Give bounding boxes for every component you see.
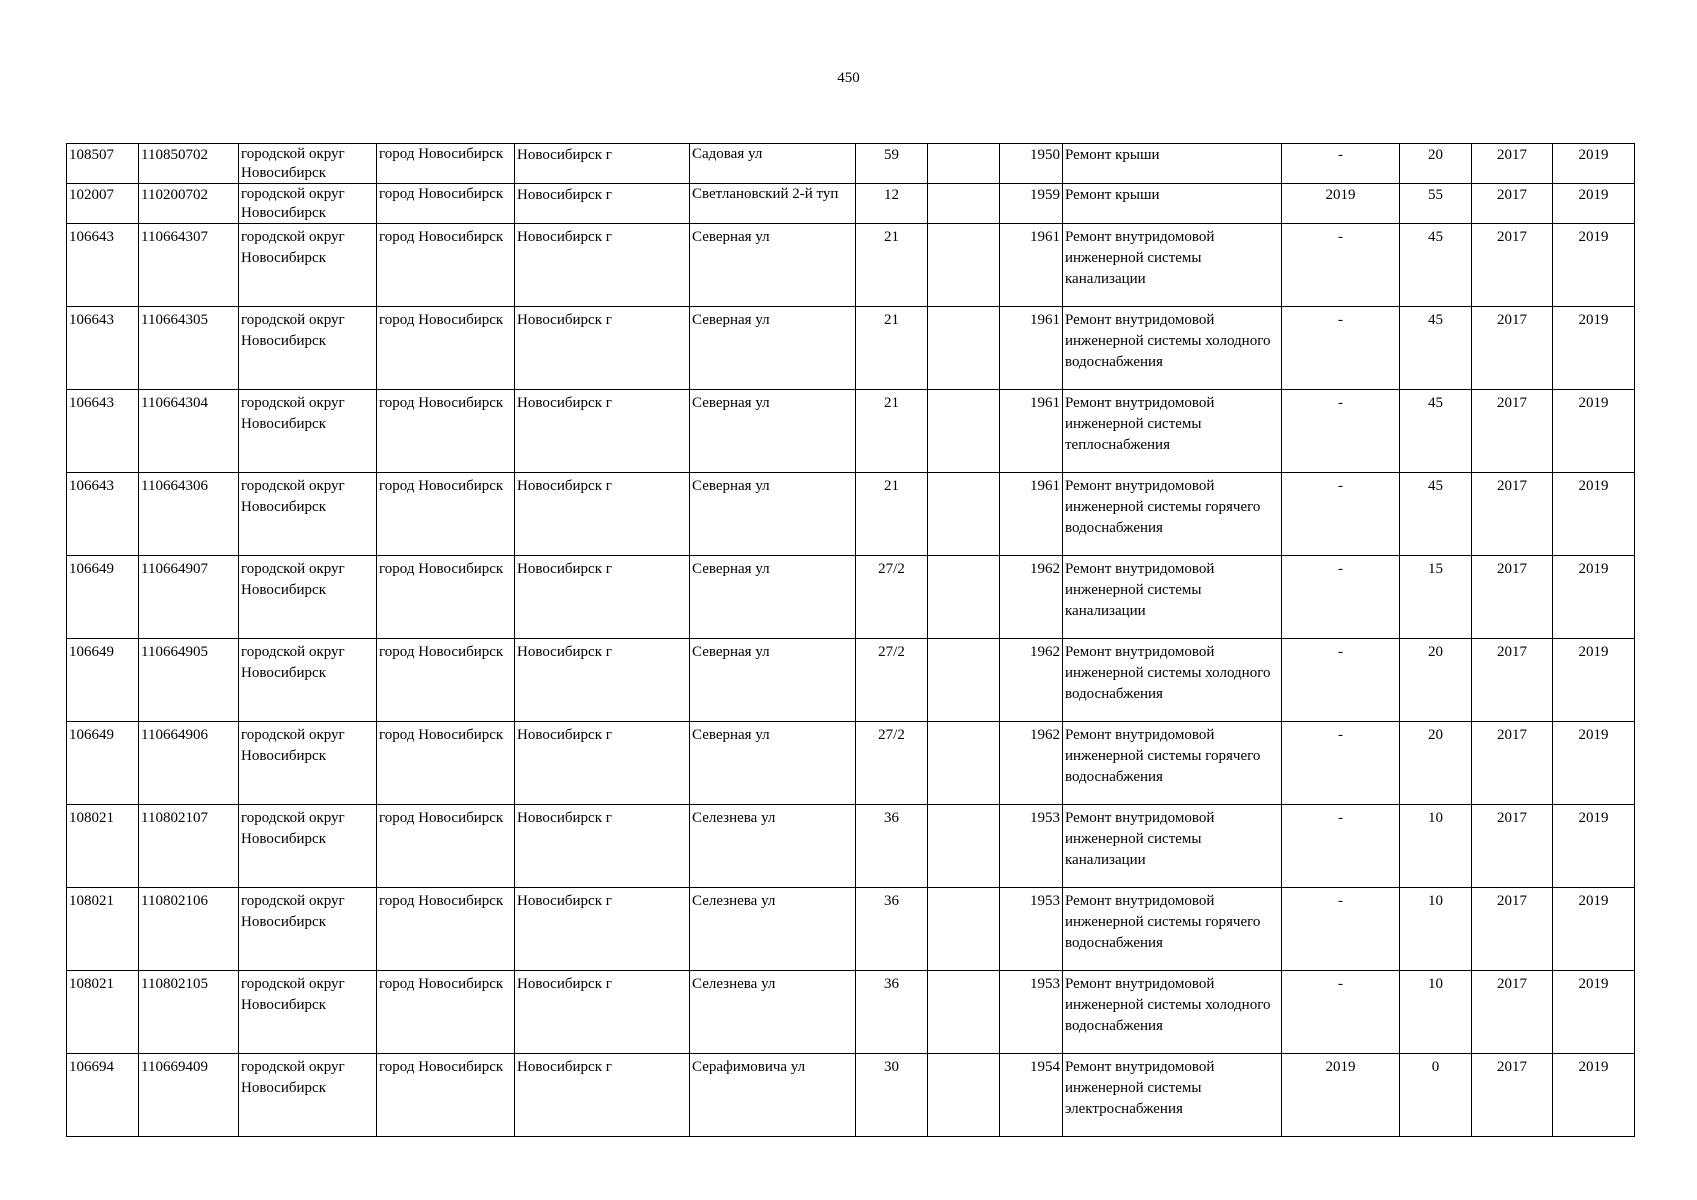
table-row [67,390,1635,473]
cell-wear-percent: 10 [1400,971,1472,1054]
cell-building [928,556,1000,639]
cell-settlement: город Новосибирск [377,556,515,639]
cell-build-year: 1959 [1000,184,1063,224]
cell-period-start: 2017 [1472,224,1553,307]
cell-locality: Новосибирск г [515,722,690,805]
cell-house-number: 36 [856,971,928,1054]
cell-period-end: 2019 [1553,144,1635,184]
cell-work-type: Ремонт внутридомовой инженерной системы холодного водоснабжения [1063,307,1282,390]
cell-municipal-district: городской округ Новосибирск [239,307,377,390]
table-row [67,307,1635,390]
cell-building [928,639,1000,722]
cell-wear-percent: 10 [1400,805,1472,888]
cell-work-code: 110850702 [139,144,239,184]
cell-municipal-district: городской округ Новосибирск [239,971,377,1054]
cell-build-year: 1961 [1000,473,1063,556]
cell-previous-repair-year: 2019 [1282,184,1400,224]
cell-municipal-district: городской округ Новосибирск [239,556,377,639]
cell-previous-repair-year: - [1282,888,1400,971]
cell-house-id: 102007 [67,184,139,224]
cell-house-id: 106643 [67,307,139,390]
table-row [67,224,1635,307]
cell-locality: Новосибирск г [515,971,690,1054]
cell-settlement: город Новосибирск [377,971,515,1054]
cell-build-year: 1962 [1000,639,1063,722]
cell-work-type: Ремонт крыши [1063,144,1282,184]
cell-period-start: 2017 [1472,805,1553,888]
cell-house-id: 106643 [67,390,139,473]
cell-period-start: 2017 [1472,473,1553,556]
cell-work-type: Ремонт крыши [1063,184,1282,224]
cell-wear-percent: 20 [1400,144,1472,184]
cell-street: Северная ул [690,639,856,722]
cell-settlement: город Новосибирск [377,307,515,390]
cell-work-code: 110664305 [139,307,239,390]
cell-previous-repair-year: - [1282,144,1400,184]
cell-work-type: Ремонт внутридомовой инженерной системы холодного водоснабжения [1063,639,1282,722]
cell-previous-repair-year: - [1282,307,1400,390]
cell-build-year: 1961 [1000,224,1063,307]
cell-settlement: город Новосибирск [377,390,515,473]
cell-building [928,307,1000,390]
cell-settlement: город Новосибирск [377,1054,515,1137]
cell-locality: Новосибирск г [515,888,690,971]
cell-wear-percent: 45 [1400,390,1472,473]
cell-period-start: 2017 [1472,722,1553,805]
cell-locality: Новосибирск г [515,390,690,473]
cell-work-type: Ремонт внутридомовой инженерной системы теплоснабжения [1063,390,1282,473]
cell-house-id: 106643 [67,473,139,556]
cell-wear-percent: 10 [1400,888,1472,971]
cell-wear-percent: 15 [1400,556,1472,639]
cell-street: Северная ул [690,224,856,307]
cell-street: Садовая ул [690,144,856,184]
cell-municipal-district: городской округ Новосибирск [239,722,377,805]
cell-build-year: 1953 [1000,888,1063,971]
cell-work-type: Ремонт внутридомовой инженерной системы канализации [1063,224,1282,307]
cell-build-year: 1961 [1000,307,1063,390]
cell-wear-percent: 45 [1400,307,1472,390]
cell-street: Селезнева ул [690,971,856,1054]
cell-previous-repair-year: - [1282,722,1400,805]
cell-build-year: 1962 [1000,556,1063,639]
cell-building [928,1054,1000,1137]
cell-house-number: 21 [856,307,928,390]
cell-period-end: 2019 [1553,390,1635,473]
cell-street: Серафимовича ул [690,1054,856,1137]
cell-settlement: город Новосибирск [377,805,515,888]
cell-municipal-district: городской округ Новосибирск [239,390,377,473]
cell-build-year: 1961 [1000,390,1063,473]
cell-locality: Новосибирск г [515,1054,690,1137]
cell-house-number: 27/2 [856,639,928,722]
cell-period-start: 2017 [1472,639,1553,722]
cell-house-id: 108021 [67,971,139,1054]
cell-house-number: 21 [856,473,928,556]
cell-building [928,888,1000,971]
cell-build-year: 1954 [1000,1054,1063,1137]
cell-building [928,722,1000,805]
cell-street: Северная ул [690,390,856,473]
cell-settlement: город Новосибирск [377,144,515,184]
cell-previous-repair-year: - [1282,473,1400,556]
cell-period-end: 2019 [1553,888,1635,971]
cell-house-number: 36 [856,888,928,971]
cell-period-end: 2019 [1553,722,1635,805]
cell-municipal-district: городской округ Новосибирск [239,1054,377,1137]
table-row [67,144,1635,184]
cell-work-type: Ремонт внутридомовой инженерной системы горячего водоснабжения [1063,888,1282,971]
cell-work-type: Ремонт внутридомовой инженерной системы электроснабжения [1063,1054,1282,1137]
cell-wear-percent: 20 [1400,722,1472,805]
cell-previous-repair-year: - [1282,639,1400,722]
cell-period-end: 2019 [1553,805,1635,888]
cell-house-id: 108021 [67,805,139,888]
cell-street: Селезнева ул [690,888,856,971]
cell-period-end: 2019 [1553,184,1635,224]
cell-house-id: 106649 [67,722,139,805]
cell-settlement: город Новосибирск [377,888,515,971]
cell-locality: Новосибирск г [515,224,690,307]
cell-work-code: 110200702 [139,184,239,224]
cell-work-code: 110802107 [139,805,239,888]
cell-work-code: 110669409 [139,1054,239,1137]
cell-period-end: 2019 [1553,224,1635,307]
cell-previous-repair-year: - [1282,556,1400,639]
cell-work-type: Ремонт внутридомовой инженерной системы горячего водоснабжения [1063,473,1282,556]
cell-house-id: 108507 [67,144,139,184]
cell-locality: Новосибирск г [515,307,690,390]
cell-wear-percent: 45 [1400,224,1472,307]
cell-previous-repair-year: - [1282,971,1400,1054]
cell-settlement: город Новосибирск [377,722,515,805]
cell-house-id: 106643 [67,224,139,307]
cell-work-code: 110802105 [139,971,239,1054]
cell-period-end: 2019 [1553,307,1635,390]
cell-building [928,144,1000,184]
cell-street: Светлановский 2-й туп [690,184,856,224]
cell-locality: Новосибирск г [515,473,690,556]
cell-period-end: 2019 [1553,639,1635,722]
cell-locality: Новосибирск г [515,556,690,639]
cell-municipal-district: городской округ Новосибирск [239,224,377,307]
cell-previous-repair-year: - [1282,224,1400,307]
cell-building [928,224,1000,307]
cell-municipal-district: городской округ Новосибирск [239,888,377,971]
cell-house-id: 106694 [67,1054,139,1137]
cell-settlement: город Новосибирск [377,224,515,307]
cell-building [928,971,1000,1054]
cell-locality: Новосибирск г [515,639,690,722]
cell-work-code: 110664906 [139,722,239,805]
cell-work-code: 110664306 [139,473,239,556]
cell-work-code: 110664307 [139,224,239,307]
cell-period-start: 2017 [1472,184,1553,224]
cell-previous-repair-year: - [1282,390,1400,473]
cell-work-type: Ремонт внутридомовой инженерной системы горячего водоснабжения [1063,722,1282,805]
table-row [67,639,1635,722]
cell-settlement: город Новосибирск [377,184,515,224]
cell-period-start: 2017 [1472,556,1553,639]
cell-house-number: 27/2 [856,556,928,639]
cell-building [928,473,1000,556]
cell-house-id: 106649 [67,556,139,639]
cell-period-start: 2017 [1472,144,1553,184]
cell-street: Северная ул [690,473,856,556]
cell-street: Селезнева ул [690,805,856,888]
cell-locality: Новосибирск г [515,144,690,184]
cell-work-code: 110664905 [139,639,239,722]
cell-period-end: 2019 [1553,473,1635,556]
cell-wear-percent: 0 [1400,1054,1472,1137]
cell-work-code: 110664907 [139,556,239,639]
table-row [67,888,1635,971]
cell-build-year: 1953 [1000,971,1063,1054]
cell-house-id: 108021 [67,888,139,971]
table-row [67,722,1635,805]
cell-work-type: Ремонт внутридомовой инженерной системы канализации [1063,556,1282,639]
cell-building [928,805,1000,888]
table-row [67,556,1635,639]
registry-table [66,143,1635,1137]
cell-work-type: Ремонт внутридомовой инженерной системы канализации [1063,805,1282,888]
cell-work-code: 110664304 [139,390,239,473]
cell-street: Северная ул [690,307,856,390]
cell-period-start: 2017 [1472,307,1553,390]
table-row [67,1054,1635,1137]
cell-house-number: 36 [856,805,928,888]
cell-house-number: 12 [856,184,928,224]
cell-house-number: 27/2 [856,722,928,805]
cell-period-end: 2019 [1553,971,1635,1054]
cell-settlement: город Новосибирск [377,639,515,722]
cell-period-start: 2017 [1472,971,1553,1054]
cell-locality: Новосибирск г [515,184,690,224]
cell-house-number: 21 [856,390,928,473]
cell-wear-percent: 20 [1400,639,1472,722]
cell-house-number: 30 [856,1054,928,1137]
cell-build-year: 1962 [1000,722,1063,805]
cell-previous-repair-year: 2019 [1282,1054,1400,1137]
cell-municipal-district: городской округ Новосибирск [239,144,377,184]
cell-previous-repair-year: - [1282,805,1400,888]
cell-municipal-district: городской округ Новосибирск [239,473,377,556]
cell-municipal-district: городской округ Новосибирск [239,639,377,722]
cell-work-type: Ремонт внутридомовой инженерной системы холодного водоснабжения [1063,971,1282,1054]
cell-period-end: 2019 [1553,1054,1635,1137]
cell-settlement: город Новосибирск [377,473,515,556]
cell-period-start: 2017 [1472,390,1553,473]
table-row [67,971,1635,1054]
cell-period-start: 2017 [1472,888,1553,971]
cell-building [928,390,1000,473]
cell-period-end: 2019 [1553,556,1635,639]
cell-house-number: 21 [856,224,928,307]
cell-street: Северная ул [690,556,856,639]
cell-street: Северная ул [690,722,856,805]
cell-municipal-district: городской округ Новосибирск [239,805,377,888]
table-row [67,473,1635,556]
cell-build-year: 1950 [1000,144,1063,184]
cell-wear-percent: 45 [1400,473,1472,556]
cell-building [928,184,1000,224]
cell-locality: Новосибирск г [515,805,690,888]
table-row [67,805,1635,888]
cell-work-code: 110802106 [139,888,239,971]
cell-municipal-district: городской округ Новосибирск [239,184,377,224]
cell-wear-percent: 55 [1400,184,1472,224]
cell-period-start: 2017 [1472,1054,1553,1137]
cell-house-number: 59 [856,144,928,184]
page-number: 450 [837,70,860,86]
table-row [67,184,1635,224]
cell-build-year: 1953 [1000,805,1063,888]
cell-house-id: 106649 [67,639,139,722]
